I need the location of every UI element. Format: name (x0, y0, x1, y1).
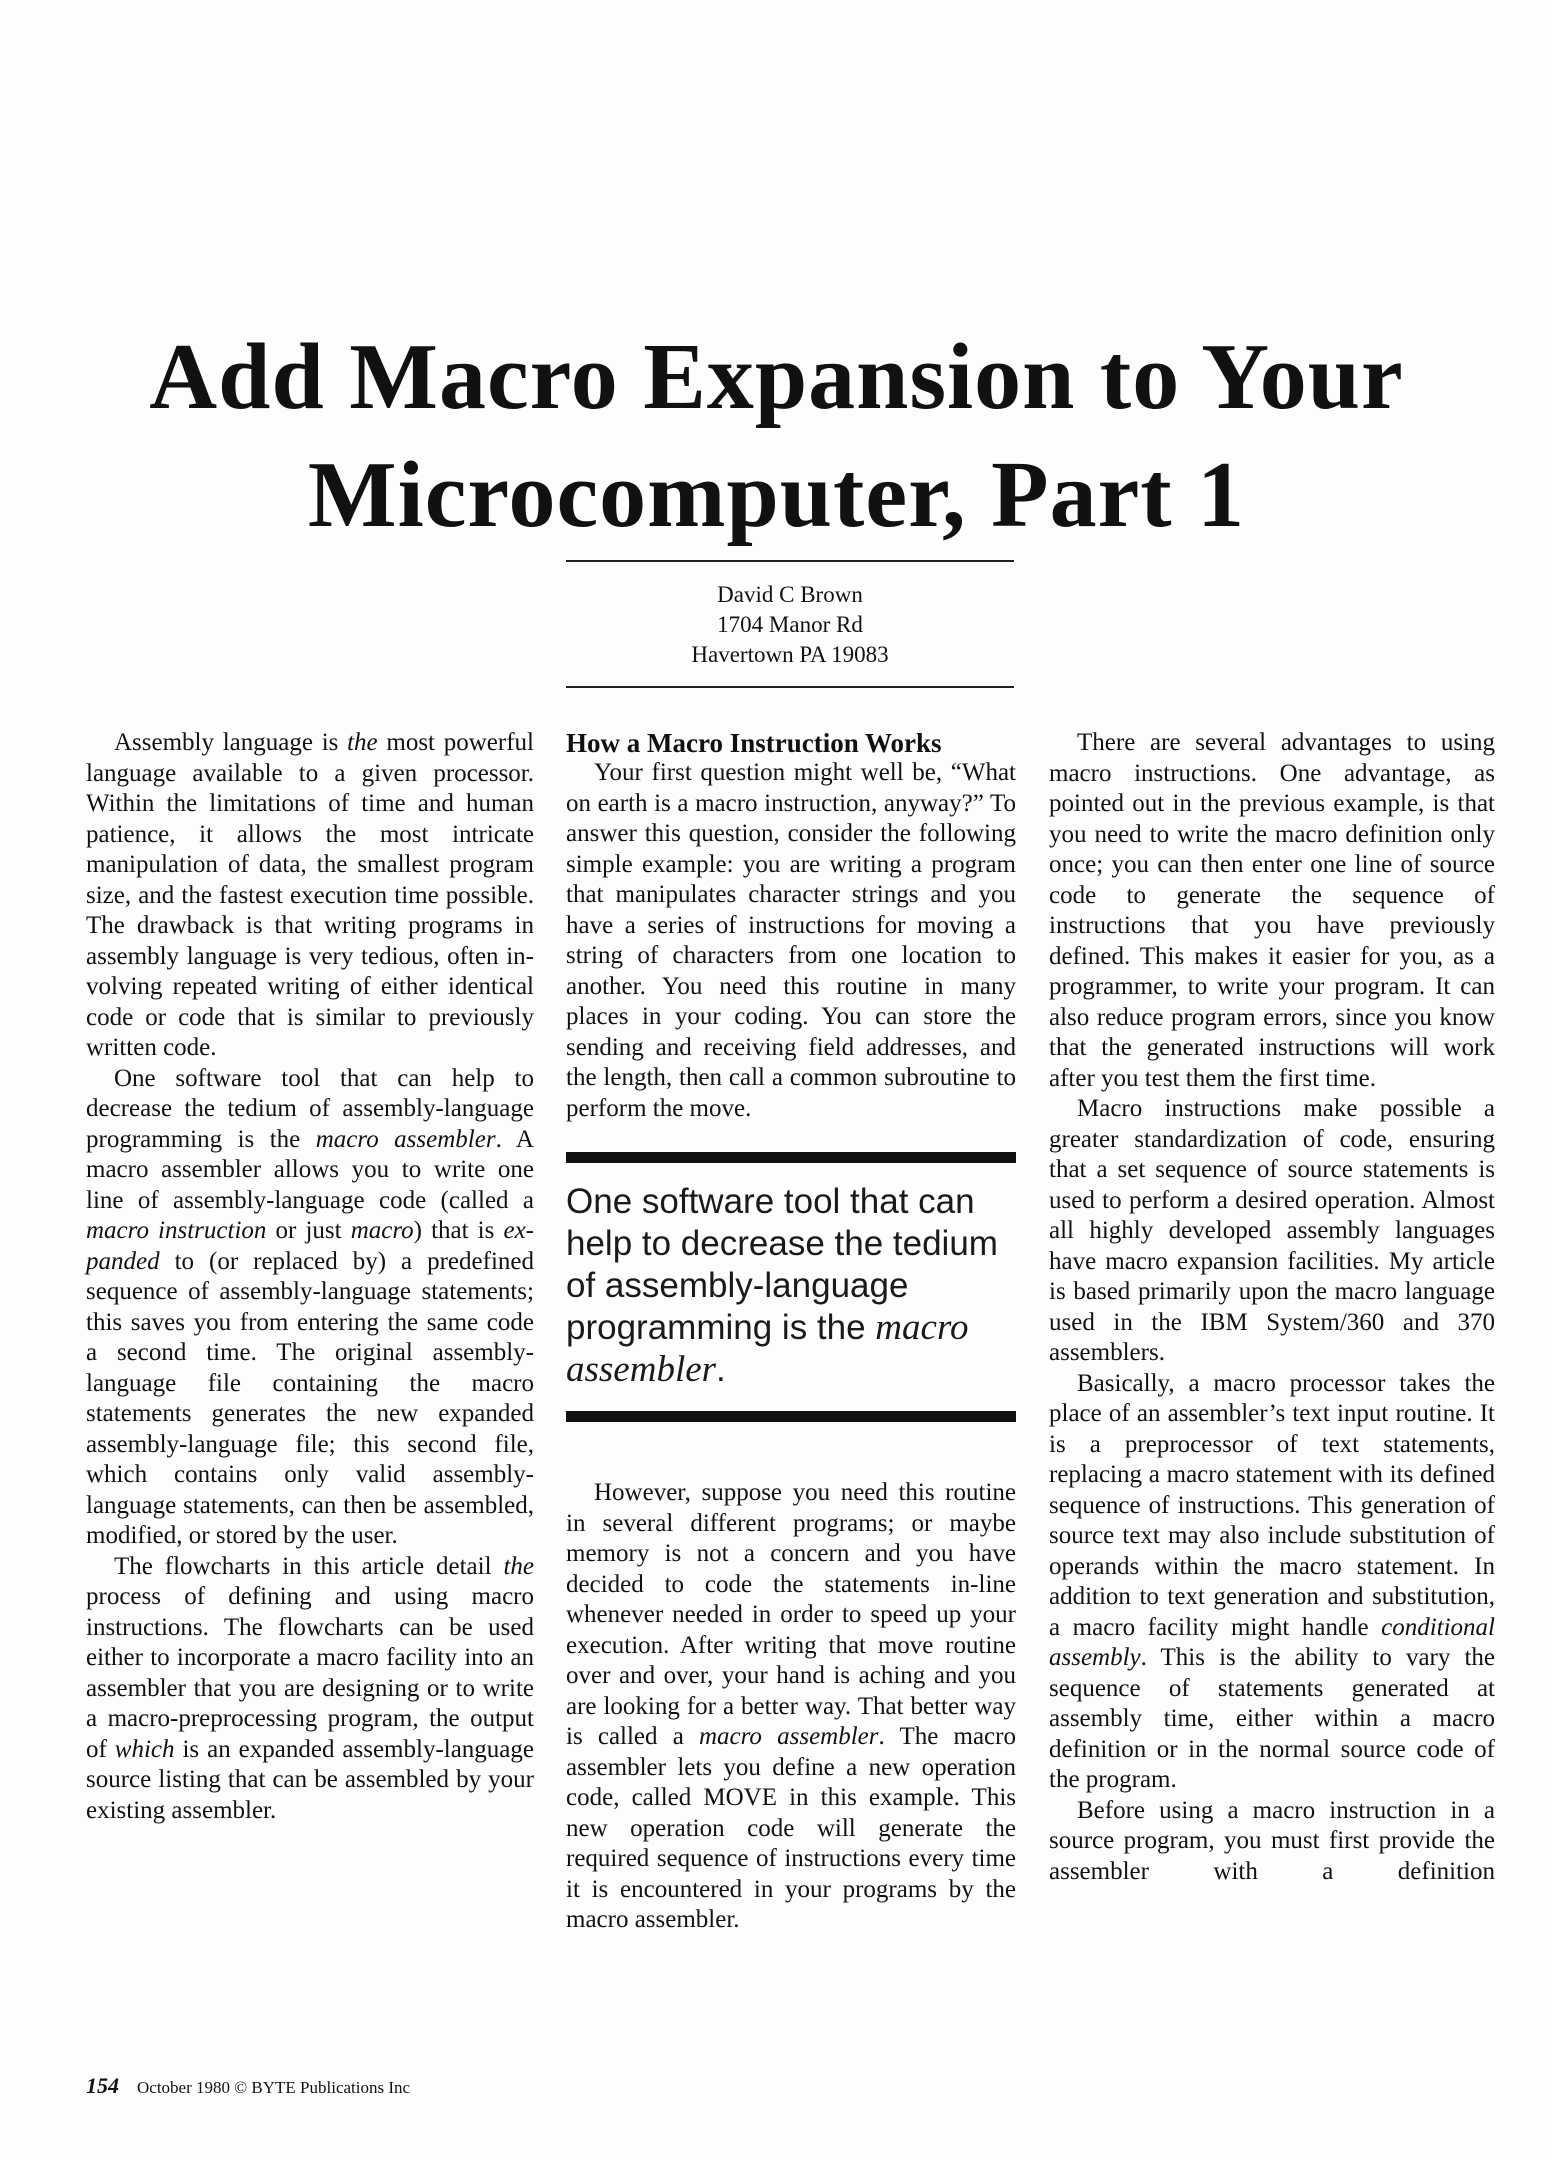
col3-paragraph-3: Basically, a macro processor takes the place of an assembler’s text input routine. It is a preprocessor of text statements, replacing a macro statement with its defined sequence of instructions. This generation of source text may also include substitution of operands within the macro statement. In addition to text generation and substitution, a macro facility might handle conditional assembly. This is the ability to vary the sequence of statements generated at assembly time, either within a macro definition or in the normal source code of the program. (1049, 1369, 1495, 1793)
column-2 (566, 728, 1016, 1936)
col1-paragraph-2: One software tool that can help to decrease the tedium of assembly-language programming is the macro assembler. A macro assembler allows you to write one line of assembly-language code (called a macro instruction or just macro) that is expanded to (or replaced by) a predefined sequence of assembly-language statements; this saves you from entering the same code a second time. The original assembly-language file containing the macro statements generates the new expanded assembly-language file; this second file, which contains only valid assembly-language statements, can then be assembled, modified, or stored by the user. (86, 1064, 534, 1549)
article-title (0, 318, 1553, 554)
col1-paragraph-1: Assembly language is the most powerful language available to a given processor. Within the limitations of time and human patience, it allows the most intricate manipulation of data, the smallest program size, and the fastest execution time possible. The drawback is that writing programs in assembly language is very tedious, often involving repeated writing of either identical code or code that is similar to previously written code. (86, 729, 534, 1061)
author-city: Havertown PA 19083 (691, 642, 889, 667)
title-line-1: Add Macro Expansion to Your (149, 325, 1404, 429)
column-1 (86, 728, 534, 1826)
col3-paragraph-2: Macro instructions make possible a greater standardization of code, ensuring that a set sequence of source statements is used to perform a desired operation. Almost all highly developed assembly languages have macro expansion facilities. My article is based primarily upon the macro language used in the IBM System/360 and 370 assemblers. (1049, 1095, 1495, 1366)
author-byline (566, 560, 1014, 688)
footer-credit: October 1980 © BYTE Publications Inc (137, 2078, 411, 2097)
col2-paragraph-2: However, suppose you need this routine in several different programs; or maybe memory is not a concern and you have decided to code the statements in-line whenever needed in order to speed up your execution. After writing that move routine over and over, your hand is aching and you are looking for a better way. That better way is called a macro assembler. The macro assembler lets you define a new operation code, called MOVE in this example. This new operation code will generate the required sequence of instructions every time it is encountered in your programs by the macro assembler. (566, 1479, 1016, 1933)
page-number: 154 (86, 2073, 119, 2098)
col1-paragraph-3: The flowcharts in this article detail the process of defining and using macro instructions. The flowcharts can be used either to incorporate a macro facility into an assembler that you are designing or to write a macro-preprocessing program, the output of which is an expanded assembly-language source listing that can be assembled by your existing assembler. (86, 1552, 535, 1824)
author-street: 1704 Manor Rd (717, 612, 863, 637)
page-footer (86, 2073, 786, 2099)
col3-paragraph-1: There are several advantages to using macro instructions. One advantage, as pointed out in the previous example, is that you need to write the macro definition only once; you can then enter one line of source code to generate the sequence of instructions that you have previously defined. This makes it easier for you, as a programmer, to write your program. It can also reduce program errors, since you know that the generated instructions will work after you test them the first time. (1049, 729, 1495, 1092)
title-line-2: Microcomputer, Part 1 (307, 443, 1246, 547)
column-3 (1049, 728, 1495, 1887)
col2-paragraph-1: Your first question might well be, “What on earth is a macro instruction, anyway?” To answer this question, consider the following simple example: you are writing a program that manipulates character strings and you have a series of instructions for moving a string of characters from one location to another. You need this routine in many places in your coding. You can store the sending and receiving field addresses, and the length, then call a common subroutine to perform the move. (566, 759, 1016, 1122)
pull-quote: One software tool that can help to decrease the tedium of assembly-language programming is the macro assembler. (566, 1152, 1016, 1422)
section-heading: How a Macro Instruction Works (566, 728, 942, 758)
col3-paragraph-4: Before using a macro instruction in a source program, you must first provide the assembler with a definition (1049, 1796, 1495, 1885)
author-name: David C Brown (717, 582, 863, 607)
